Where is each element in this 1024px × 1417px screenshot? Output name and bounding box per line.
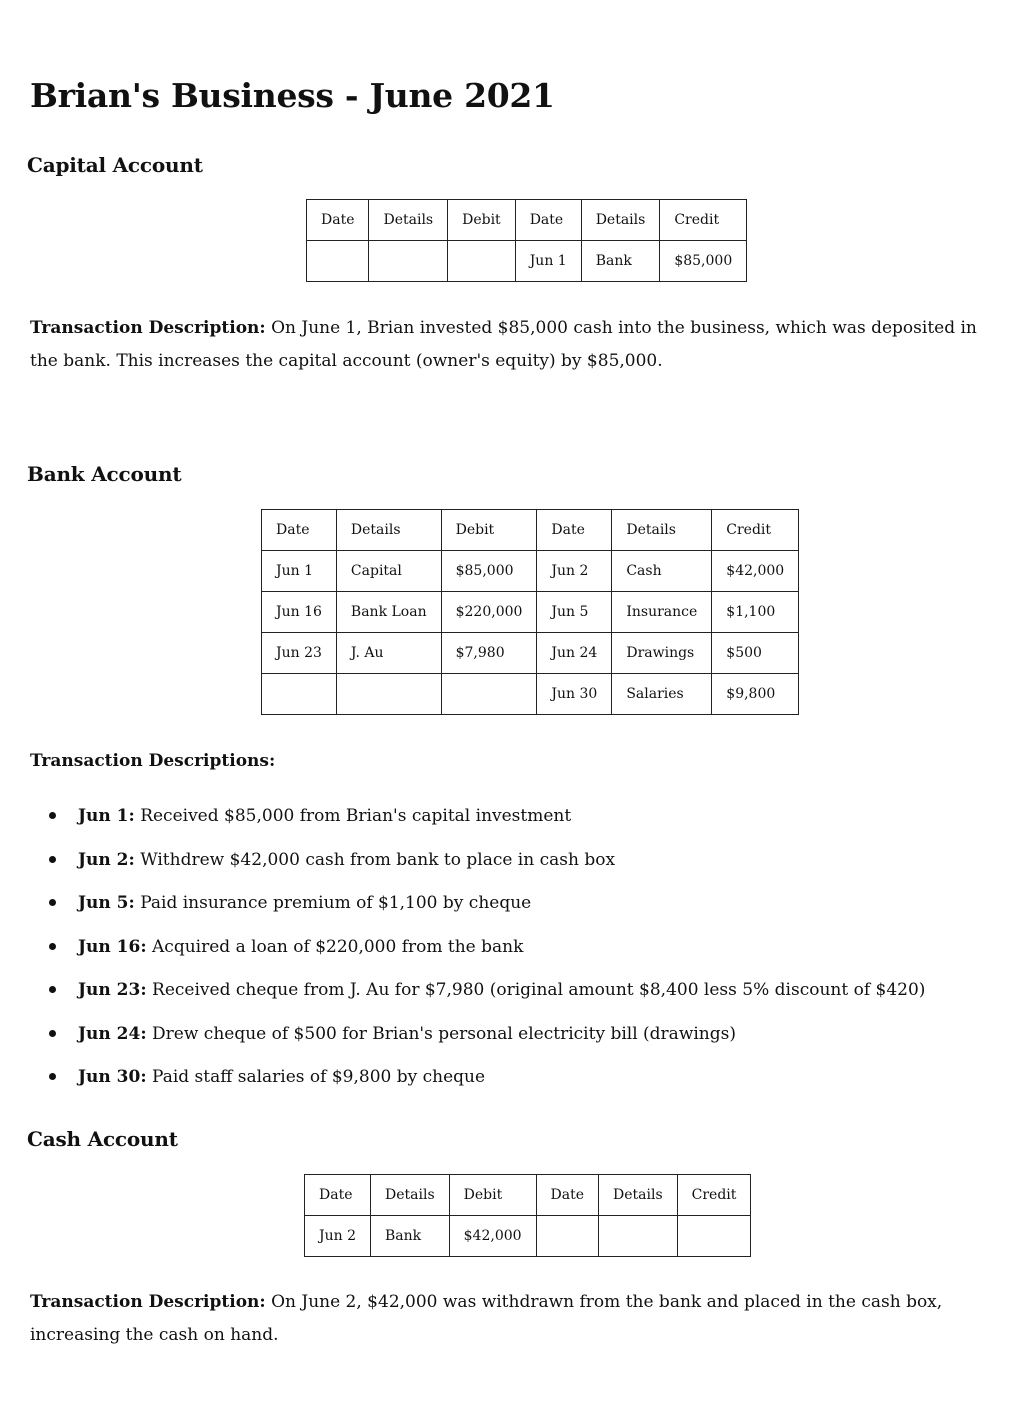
description-text: On June 2, $42,000 was withdrawn from the bank and placed in the cash box, increasing the cash on hand.: [30, 1292, 943, 1345]
transaction-date: Jun 2:: [78, 849, 135, 870]
table-header-row: [305, 1175, 751, 1216]
header-cell: Debit: [449, 1175, 536, 1216]
capital-account-heading: Capital Account: [27, 153, 203, 177]
bullet-icon: [49, 1030, 56, 1037]
transaction-text: Paid insurance premium of $1,100 by cheque: [134, 893, 532, 913]
cell: Jun 5: [537, 592, 612, 633]
cell: $42,000: [712, 551, 799, 592]
cell: $7,980: [441, 633, 537, 674]
bullet-icon: [49, 943, 56, 950]
cell: [336, 674, 441, 715]
cell: Jun 2: [537, 551, 612, 592]
cell: $85,000: [441, 551, 537, 592]
page-title: Brian's Business - June 2021: [30, 76, 555, 115]
table-row: [305, 1216, 751, 1257]
cell: Bank: [581, 241, 660, 282]
description-label: Transaction Description:: [30, 1292, 266, 1312]
transaction-text: Acquired a loan of $220,000 from the bank: [146, 936, 524, 957]
cell: [448, 241, 516, 282]
cell: Bank Loan: [336, 592, 441, 633]
table-row: [307, 241, 747, 282]
cell: $500: [712, 633, 799, 674]
cell: [599, 1216, 678, 1257]
header-cell: Debit: [448, 200, 516, 241]
table-header-row: [307, 200, 747, 241]
table-row: [262, 633, 799, 674]
description-label: Transaction Description:: [30, 318, 266, 338]
header-cell: Details: [599, 1175, 678, 1216]
transaction-list: [30, 803, 1010, 1108]
table-row: [262, 551, 799, 592]
cell: Jun 24: [537, 633, 612, 674]
cell: Drawings: [612, 633, 712, 674]
header-cell: Date: [307, 200, 369, 241]
cell: Insurance: [612, 592, 712, 633]
header-cell: Date: [262, 510, 337, 551]
bullet-icon: [49, 812, 56, 819]
list-item: [30, 890, 1010, 934]
cash-transaction-description: [30, 1286, 1010, 1352]
cell: $1,100: [712, 592, 799, 633]
list-item: [30, 977, 1010, 1021]
transaction-text: Drew cheque of $500 for Brian's personal electricity bill (drawings): [146, 1023, 736, 1044]
cash-account-table: [304, 1174, 751, 1257]
cell: [369, 241, 448, 282]
cell: Jun 23: [262, 633, 337, 674]
transaction-date: Jun 16:: [78, 936, 147, 957]
cell: Capital: [336, 551, 441, 592]
cell: $85,000: [660, 241, 747, 282]
table-row: [262, 592, 799, 633]
bank-account-heading: Bank Account: [27, 462, 182, 486]
list-item: [30, 847, 1010, 891]
table-row: [262, 674, 799, 715]
cell: Jun 1: [262, 551, 337, 592]
cell: $9,800: [712, 674, 799, 715]
cell: Jun 30: [537, 674, 612, 715]
cell: [536, 1216, 598, 1257]
transaction-date: Jun 30:: [78, 1067, 147, 1087]
transaction-text: Withdrew $42,000 cash from bank to place in cash box: [134, 849, 616, 870]
transaction-text: Paid staff salaries of $9,800 by cheque: [146, 1067, 486, 1087]
cell: $220,000: [441, 592, 537, 633]
cell: Jun 1: [515, 241, 581, 282]
header-cell: Date: [305, 1175, 371, 1216]
cell: Jun 16: [262, 592, 337, 633]
header-cell: Date: [515, 200, 581, 241]
header-cell: Credit: [660, 200, 747, 241]
header-cell: Details: [371, 1175, 450, 1216]
bullet-icon: [49, 856, 56, 863]
header-cell: Debit: [441, 510, 537, 551]
cell: $42,000: [449, 1216, 536, 1257]
cell: [307, 241, 369, 282]
capital-transaction-description: [30, 312, 1010, 378]
list-item: [30, 1064, 1010, 1108]
header-cell: Details: [612, 510, 712, 551]
list-item: [30, 1021, 1010, 1065]
cell: [441, 674, 537, 715]
bullet-icon: [49, 986, 56, 993]
list-item: [30, 803, 1010, 847]
header-cell: Credit: [712, 510, 799, 551]
bank-account-table: [261, 509, 799, 715]
header-cell: Details: [336, 510, 441, 551]
capital-account-table: [306, 199, 747, 282]
transaction-descriptions-heading: Transaction Descriptions:: [30, 751, 276, 771]
transaction-date: Jun 5:: [78, 893, 135, 913]
cell: Cash: [612, 551, 712, 592]
table-header-row: [262, 510, 799, 551]
cell: J. Au: [336, 633, 441, 674]
header-cell: Details: [581, 200, 660, 241]
cell: Bank: [371, 1216, 450, 1257]
description-text: On June 1, Brian invested $85,000 cash into the business, which was deposited in the bank. This increases the capital account (owner's equity) by $85,000.: [30, 318, 977, 371]
transaction-date: Jun 1:: [78, 806, 135, 826]
cell: [262, 674, 337, 715]
bullet-icon: [49, 899, 56, 906]
cash-account-heading: Cash Account: [27, 1127, 178, 1151]
cell: Jun 2: [305, 1216, 371, 1257]
bullet-icon: [49, 1073, 56, 1080]
transaction-date: Jun 23:: [78, 980, 147, 1000]
cell: [677, 1216, 751, 1257]
header-cell: Credit: [677, 1175, 751, 1216]
list-item: [30, 934, 1010, 978]
transaction-date: Jun 24:: [78, 1023, 147, 1044]
header-cell: Date: [537, 510, 612, 551]
transaction-text: Received $85,000 from Brian's capital investment: [134, 806, 572, 826]
cell: Salaries: [612, 674, 712, 715]
transaction-text: Received cheque from J. Au for $7,980 (original amount $8,400 less 5% discount of $420): [146, 980, 926, 1000]
header-cell: Date: [536, 1175, 598, 1216]
header-cell: Details: [369, 200, 448, 241]
